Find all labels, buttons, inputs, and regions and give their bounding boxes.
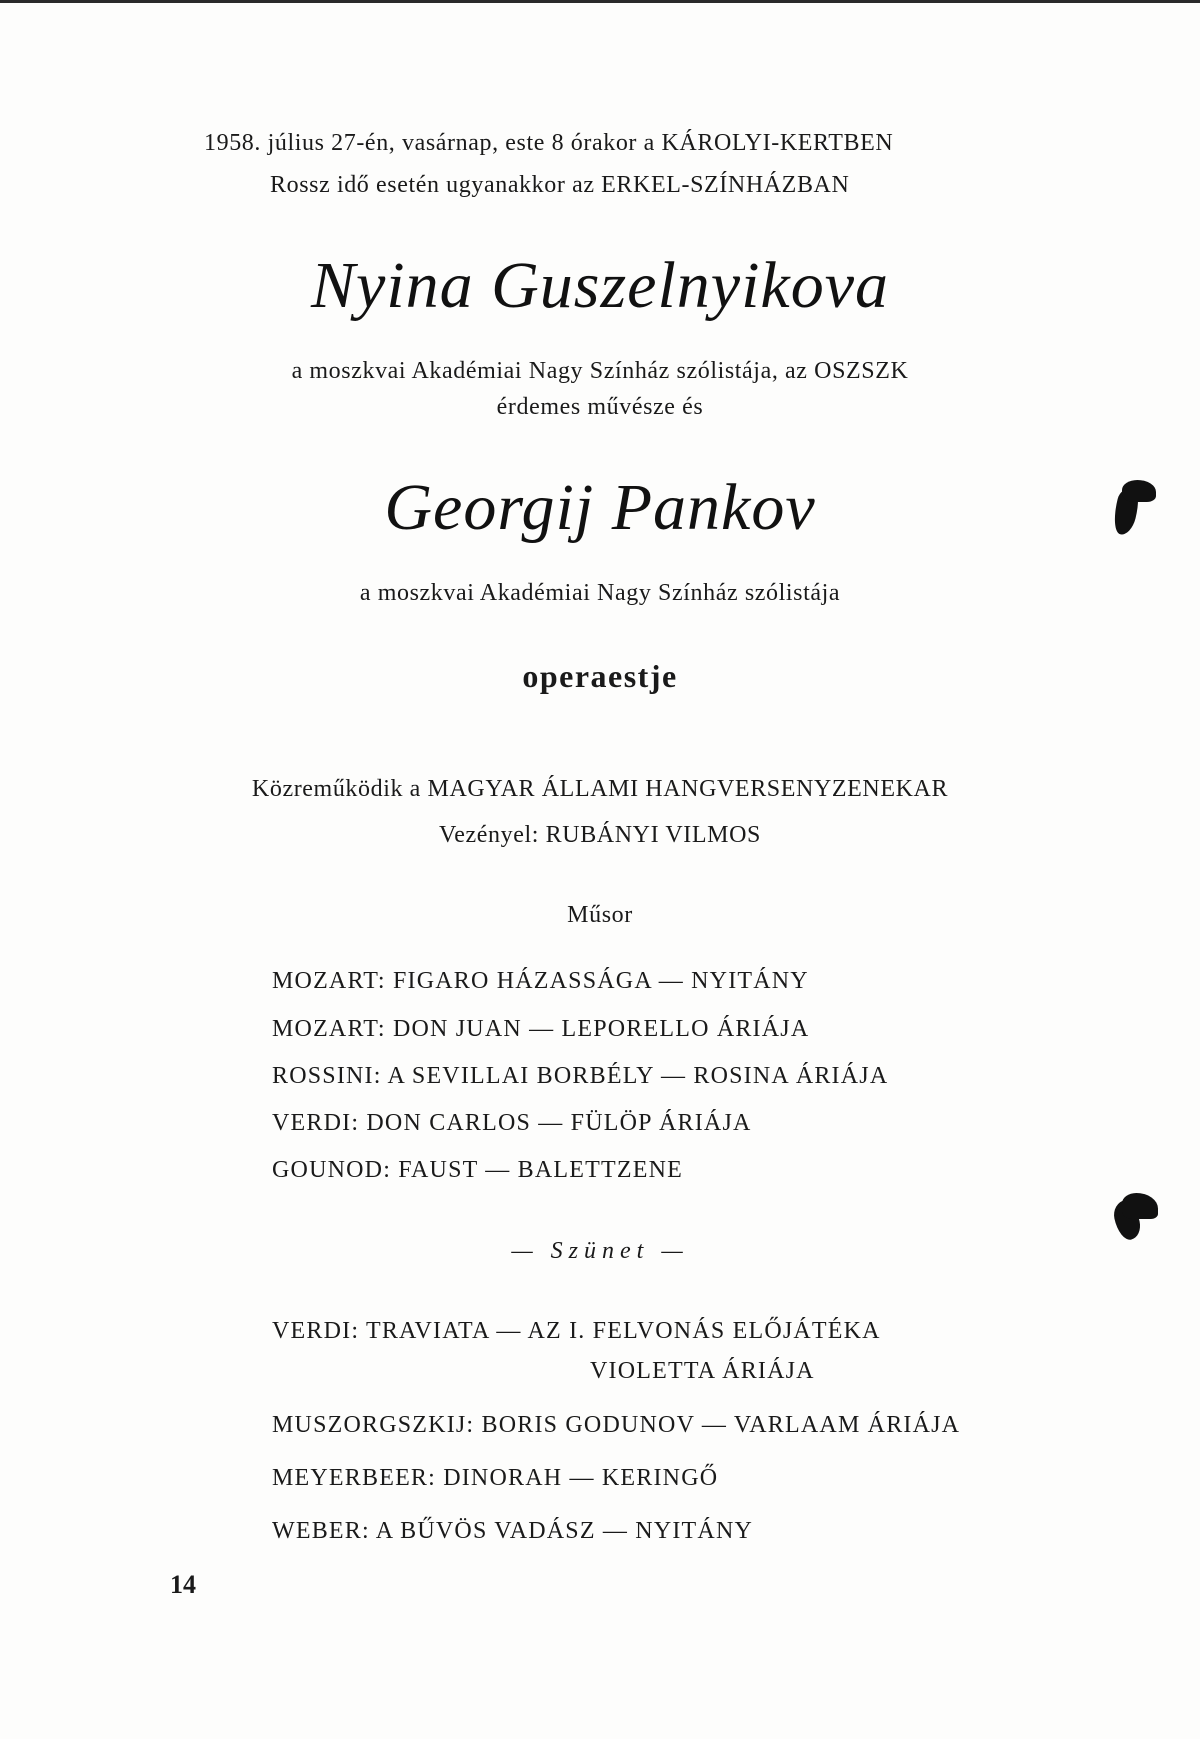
- top-border-rule: [0, 0, 1200, 3]
- performer-1-description-cont: érdemes művésze és: [496, 394, 704, 420]
- performer-2-name: Georgij Pankov: [384, 471, 816, 544]
- page-number: 14: [170, 1570, 196, 1599]
- performer-1-name: Nyina Guszelnyikova: [310, 249, 890, 322]
- orchestra-line: Közreműködik a MAGYAR ÁLLAMI HANGVERSENYZENEKAR: [251, 776, 949, 802]
- event-type-heading: operaestje: [522, 658, 678, 694]
- performer-1-description: a moszkvai Akadémiai Nagy Színház szólistája, az OSZSZK: [291, 358, 909, 384]
- ink-blot-mark: [1122, 480, 1156, 502]
- program-item: ROSSINI: A SEVILLAI BORBÉLY — ROSINA ÁRIÁJA: [272, 1063, 889, 1089]
- program-item-continuation: VIOLETTA ÁRIÁJA: [590, 1358, 815, 1384]
- intermission-label: — Szünet —: [511, 1238, 689, 1264]
- program-item: MOZART: DON JUAN — LEPORELLO ÁRIÁJA: [272, 1016, 810, 1042]
- program-item: VERDI: TRAVIATA — AZ I. FELVONÁS ELŐJÁTÉKA: [272, 1318, 881, 1344]
- program-item: MEYERBEER: DINORAH — KERINGŐ: [272, 1465, 719, 1491]
- program-heading: Műsor: [567, 902, 633, 928]
- ink-blot-mark: [1122, 1193, 1158, 1219]
- performer-2-description: a moszkvai Akadémiai Nagy Színház szólistája: [359, 580, 841, 606]
- program-item: GOUNOD: FAUST — BALETTZENE: [272, 1157, 683, 1183]
- bad-weather-venue-line: Rossz idő esetén ugyanakkor az ERKEL-SZÍNHÁZBAN: [270, 172, 850, 198]
- program-item: VERDI: DON CARLOS — FÜLÖP ÁRIÁJA: [272, 1110, 752, 1136]
- program-item: WEBER: A BŰVÖS VADÁSZ — NYITÁNY: [272, 1518, 754, 1544]
- program-item: MUSZORGSZKIJ: BORIS GODUNOV — VARLAAM ÁRIÁJA: [272, 1412, 961, 1438]
- conductor-line: Vezényel: RUBÁNYI VILMOS: [439, 822, 761, 848]
- program-item: MOZART: FIGARO HÁZASSÁGA — NYITÁNY: [272, 968, 809, 994]
- event-date-line: 1958. július 27-én, vasárnap, este 8 órakor a KÁROLYI-KERTBEN: [204, 130, 894, 156]
